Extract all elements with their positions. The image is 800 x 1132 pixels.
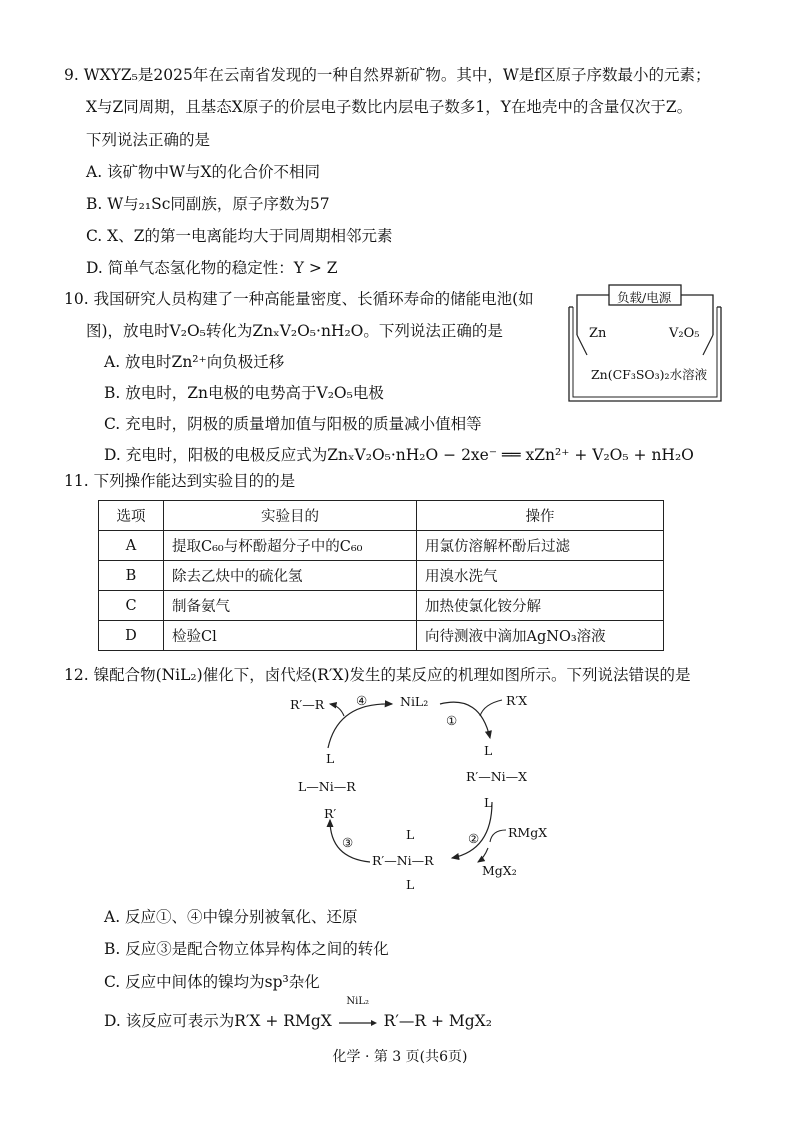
table-cell: 除去乙炔中的硫化氢: [164, 561, 417, 591]
q10-option-d: D. 充电时，阳极的电极反应式为ZnₓV₂O₅·nH₂O − 2xe⁻ ══ xZn²⁺ + V₂O₅ + nH₂O: [104, 446, 694, 464]
int1-bottom-L: L: [484, 795, 493, 810]
table-cell: 加热使氯化铵分解: [417, 591, 664, 621]
q9-stem-line2: X与Z同周期，且基态X原子的价层电子数比内层电子数多1，Y在地壳中的含量仅次于Z。: [86, 98, 693, 116]
step-4-label: ④: [356, 693, 368, 708]
q10-stem-line1: 10. 我国研究人员构建了一种高能量密度、长循环寿命的储能电池(如: [64, 290, 534, 308]
table-header-operation: 操作: [417, 501, 664, 531]
step-3-label: ③: [342, 835, 354, 850]
q12-stem: 12. 镍配合物(NiL₂)催化下，卤代烃(R′X)发生的某反应的机理如图所示。下列说法错误的是: [64, 666, 691, 684]
table-cell: C: [99, 591, 164, 621]
int2-center: R′—Ni—R: [372, 853, 434, 868]
int2-bottom-L: L: [406, 877, 415, 892]
table-row: [99, 621, 664, 651]
table-cell: B: [99, 561, 164, 591]
experiment-table: [98, 500, 664, 651]
table-header-purpose: 实验目的: [164, 501, 417, 531]
q12-option-b: B. 反应③是配合物立体异构体之间的转化: [104, 940, 389, 958]
reactant-1-label: R′X: [506, 693, 528, 708]
q10-option-a: A. 放电时Zn²⁺向负极迁移: [104, 353, 285, 371]
int3-bottom-Rprime: R′: [324, 806, 337, 821]
q9-stem-line3: 下列说法正确的是: [86, 131, 211, 149]
q11-stem: 11. 下列操作能达到实验目的的是: [64, 472, 296, 490]
catalyst-label: NiL₂: [400, 694, 429, 709]
table-row: [99, 561, 664, 591]
q9-option-c: C. X、Z的第一电离能均大于同周期相邻元素: [86, 227, 393, 245]
table-cell: 向待测液中滴加AgNO₃溶液: [417, 621, 664, 651]
q10-option-c: C. 充电时，阴极的质量增加值与阳极的质量减小值相等: [104, 415, 482, 433]
int3-center: L—Ni—R: [298, 779, 356, 794]
reaction-arrow: [337, 996, 379, 1033]
int1-top-L: L: [484, 743, 493, 758]
q9-option-b: B. W与₂₁Sc同副族，原子序数为57: [86, 195, 330, 213]
step-1-label: ①: [446, 713, 458, 728]
byproduct-label: MgX₂: [482, 863, 517, 878]
reaction-arrow-icon: [338, 1019, 378, 1027]
q10-stem-line2: 图)，放电时V₂O₅转化为ZnₓV₂O₅·nH₂O。下列说法正确的是: [86, 322, 503, 340]
mechanism-diagram: [270, 690, 570, 900]
battery-diagram: [565, 283, 725, 405]
table-cell: A: [99, 531, 164, 561]
table-header-row: [99, 501, 664, 531]
q12-option-d-suffix: R′—R + MgX₂: [383, 1012, 492, 1030]
int3-top-L: L: [326, 751, 335, 766]
int2-top-L: L: [406, 827, 415, 842]
page-footer: 化学 · 第 3 页(共6页): [332, 1049, 468, 1065]
table-cell: 检验Cl: [164, 621, 417, 651]
load-label: 负载/电源: [617, 290, 672, 305]
mechanism-arrows: [270, 690, 570, 900]
electrolyte-label: Zn(CF₃SO₃)₂水溶液: [591, 367, 708, 382]
q12-option-d-prefix: D. 该反应可表示为R′X + RMgX: [104, 1012, 332, 1030]
reactant-2-label: RMgX: [508, 825, 548, 840]
int1-center: R′—Ni—X: [466, 769, 528, 784]
table-cell: 制备氨气: [164, 591, 417, 621]
table-row: [99, 531, 664, 561]
table-cell: D: [99, 621, 164, 651]
q10-option-b: B. 放电时，Zn电极的电势高于V₂O₅电极: [104, 384, 384, 402]
v2o5-electrode-label: V₂O₅: [669, 326, 700, 341]
q9-option-a: A. 该矿物中W与X的化合价不相同: [86, 163, 321, 181]
table-row: [99, 591, 664, 621]
zn-electrode-label: Zn: [589, 326, 607, 341]
table-cell: 提取C₆₀与杯酚超分子中的C₆₀: [164, 531, 417, 561]
table-cell: 用氯仿溶解杯酚后过滤: [417, 531, 664, 561]
q12-option-d: [104, 996, 492, 1033]
q9-option-d: D. 简单气态氢化物的稳定性：Y > Z: [86, 259, 338, 277]
reaction-arrow-label: NiL₂: [346, 996, 370, 1007]
q12-option-c: C. 反应中间体的镍均为sp³杂化: [104, 973, 320, 991]
step-2-label: ②: [468, 831, 480, 846]
q12-option-a: A. 反应①、④中镍分别被氧化、还原: [104, 908, 358, 926]
product-label: R′—R: [290, 697, 325, 712]
table-cell: 用溴水洗气: [417, 561, 664, 591]
q9-stem-line1: 9. WXYZ₅是2025年在云南省发现的一种自然界新矿物。其中，W是f区原子序数最小的元素；: [64, 66, 711, 84]
table-header-option: 选项: [99, 501, 164, 531]
